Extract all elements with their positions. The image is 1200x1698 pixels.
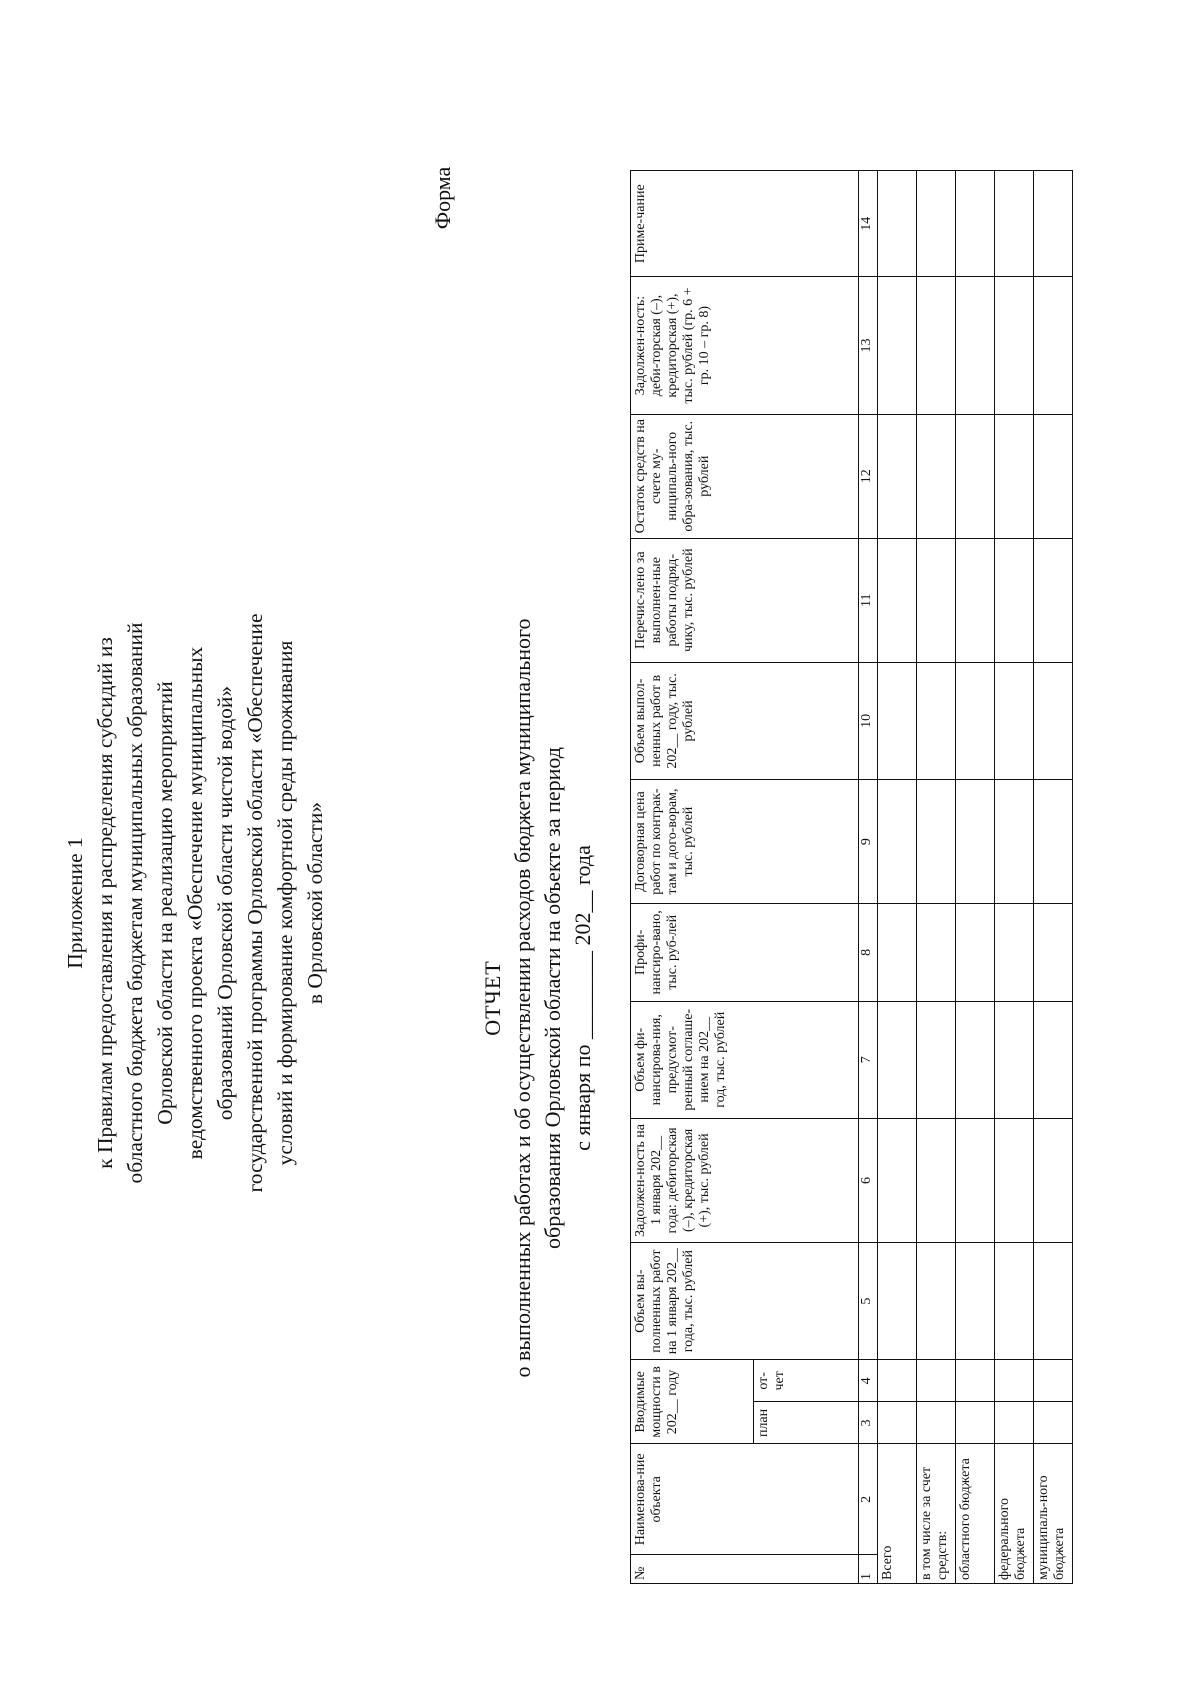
table-cell (1034, 171, 1073, 277)
table-cell (878, 538, 917, 662)
table-cell (878, 414, 917, 538)
table-cell (1034, 1402, 1073, 1444)
column-number: 13 (859, 277, 878, 414)
table-cell (917, 1242, 956, 1359)
table-cell (995, 1360, 1034, 1402)
column-number: 4 (859, 1360, 878, 1402)
table-cell (1034, 1242, 1073, 1359)
column-numbers-row (859, 171, 878, 1584)
report-title-block (478, 448, 598, 1548)
table-cell (1034, 1001, 1073, 1118)
column-number: 14 (859, 171, 878, 277)
column-number: 6 (859, 1118, 878, 1242)
table-cell (1034, 904, 1073, 1001)
report-subtitle-line: о выполненных работах и об осуществлении расходов бюджета муниципального (510, 618, 535, 1378)
table-cell (956, 414, 995, 538)
header-financed: Профи-нансиро-вано, тыс. руб-лей (631, 904, 859, 1001)
table-cell (917, 904, 956, 1001)
table-cell (1034, 538, 1073, 662)
table-cell (995, 1242, 1034, 1359)
column-number: 9 (859, 780, 878, 904)
header-name: Наименова-ние объекта (631, 1444, 859, 1555)
table-cell (878, 780, 917, 904)
table-cell (1034, 662, 1073, 779)
table-cell (956, 538, 995, 662)
header-balance: Остаток средств на счете му-ниципаль-ного обра-зования, тыс. рублей (631, 414, 859, 538)
table-cell (956, 1001, 995, 1118)
table-cell (878, 1242, 917, 1359)
appendix-line: в Орловской области» (303, 801, 327, 1005)
appendix-line: к Правилам предоставления и распределения субсидий из (93, 637, 117, 1169)
table-row (1034, 171, 1073, 1584)
table-cell (878, 1360, 917, 1402)
column-number: 12 (859, 414, 878, 538)
table-cell (995, 904, 1034, 1001)
table-cell (1034, 1360, 1073, 1402)
table-cell (956, 662, 995, 779)
appendix-line: областного бюджета бюджетам муниципальных образований (123, 622, 147, 1184)
header-debt-jan1: Задолжен-ность на 1 января 202__ года: дебиторская (–), кредиторская (+), тыс. рублей (631, 1118, 859, 1242)
table-cell (917, 414, 956, 538)
header-fin-agreement: Объем фи-нансирова-ния, предусмот-ренный соглаше-нием на 202__ год, тыс. рублей (631, 1001, 859, 1118)
table-cell (995, 1118, 1034, 1242)
header-no: № (631, 1555, 859, 1584)
column-number: 7 (859, 1001, 878, 1118)
table-cell (956, 904, 995, 1001)
column-number: 11 (859, 538, 878, 662)
table-cell (917, 780, 956, 904)
table-cell (917, 662, 956, 779)
table-cell (1034, 277, 1073, 414)
column-number: 3 (859, 1402, 878, 1444)
table-cell (956, 1402, 995, 1444)
header-vol-done-jan1: Объем вы-полненных работ на 1 января 202__ года, тыс. рублей (631, 1242, 859, 1359)
table-cell (995, 1402, 1034, 1444)
header-plan: план (754, 1402, 859, 1444)
appendix-line: государственной программы Орловской области «Обеспечение (243, 613, 267, 1193)
header-debt: Задолжен-ность: деби-торская (–), кредиторская (+), тыс. рублей (гр. 6 + гр. 10 – гр. 8) (631, 277, 859, 414)
table-cell (995, 1001, 1034, 1118)
header-fact: от-чет (754, 1360, 859, 1402)
header-capacity: Вводимые мощности в 202__ году (631, 1360, 754, 1444)
table-cell (878, 662, 917, 779)
table-cell (917, 277, 956, 414)
row-label: в том числе за счет средств: (917, 1444, 956, 1584)
table-cell (917, 1118, 956, 1242)
report-subtitle-line: с января по ________ 202__ года (570, 845, 595, 1151)
header-row (631, 171, 754, 1584)
table-cell (995, 538, 1034, 662)
table-cell (917, 1360, 956, 1402)
table-cell (878, 1001, 917, 1118)
table-cell (917, 1402, 956, 1444)
table-cell (878, 1402, 917, 1444)
table-cell (1034, 780, 1073, 904)
table-cell (995, 414, 1034, 538)
table-row (995, 171, 1034, 1584)
table-cell (878, 1118, 917, 1242)
report-table (630, 170, 1073, 1584)
table-cell (995, 662, 1034, 779)
header-vol-done-year: Объем выпол-ненных работ в 202__ году, тыс. рублей (631, 662, 859, 779)
table-row (917, 171, 956, 1584)
table-cell (956, 1242, 995, 1359)
table-cell (995, 171, 1034, 277)
table-cell (1034, 1118, 1073, 1242)
header-contract-price: Договорная цена работ по контрак-там и дого-ворам, тыс. рублей (631, 780, 859, 904)
table-cell (956, 171, 995, 277)
table-cell (956, 277, 995, 414)
table-cell (878, 277, 917, 414)
report-title: ОТЧЕТ (480, 960, 505, 1036)
header-transferred: Перечис-лено за выполнен-ные работы подряд-чику, тыс. рублей (631, 538, 859, 662)
column-number: 1 (859, 1555, 878, 1584)
row-label: Всего (878, 1444, 917, 1584)
table-cell (878, 171, 917, 277)
table-cell (878, 904, 917, 1001)
table-row (956, 171, 995, 1584)
row-label: муниципаль-ного бюджета (1034, 1444, 1073, 1584)
appendix-header (60, 358, 330, 1448)
column-number: 8 (859, 904, 878, 1001)
table-row (878, 171, 917, 1584)
table-cell (995, 780, 1034, 904)
appendix-line: условий и формирование комфортной среды проживания (273, 640, 297, 1166)
row-label: федерального бюджета (995, 1444, 1034, 1584)
column-number: 5 (859, 1242, 878, 1359)
column-number: 2 (859, 1444, 878, 1555)
table-cell (1034, 414, 1073, 538)
form-label: Форма (430, 166, 455, 230)
header-note: Приме-чание (631, 171, 859, 277)
table-cell (956, 780, 995, 904)
table-cell (956, 1360, 995, 1402)
column-number: 10 (859, 662, 878, 779)
table-cell (995, 277, 1034, 414)
appendix-line: образований Орловской области чистой водой» (213, 685, 237, 1121)
table-cell (917, 171, 956, 277)
appendix-line: Орловской области на реализацию мероприятий (153, 681, 177, 1125)
appendix-line: Приложение 1 (63, 837, 87, 969)
appendix-line: ведомственного проекта «Обеспечение муниципальных (183, 646, 207, 1160)
table-cell (917, 538, 956, 662)
row-label: областного бюджета (956, 1444, 995, 1584)
table-cell (956, 1118, 995, 1242)
report-subtitle-line: образования Орловской области на объекте за период (540, 747, 565, 1249)
table-cell (917, 1001, 956, 1118)
